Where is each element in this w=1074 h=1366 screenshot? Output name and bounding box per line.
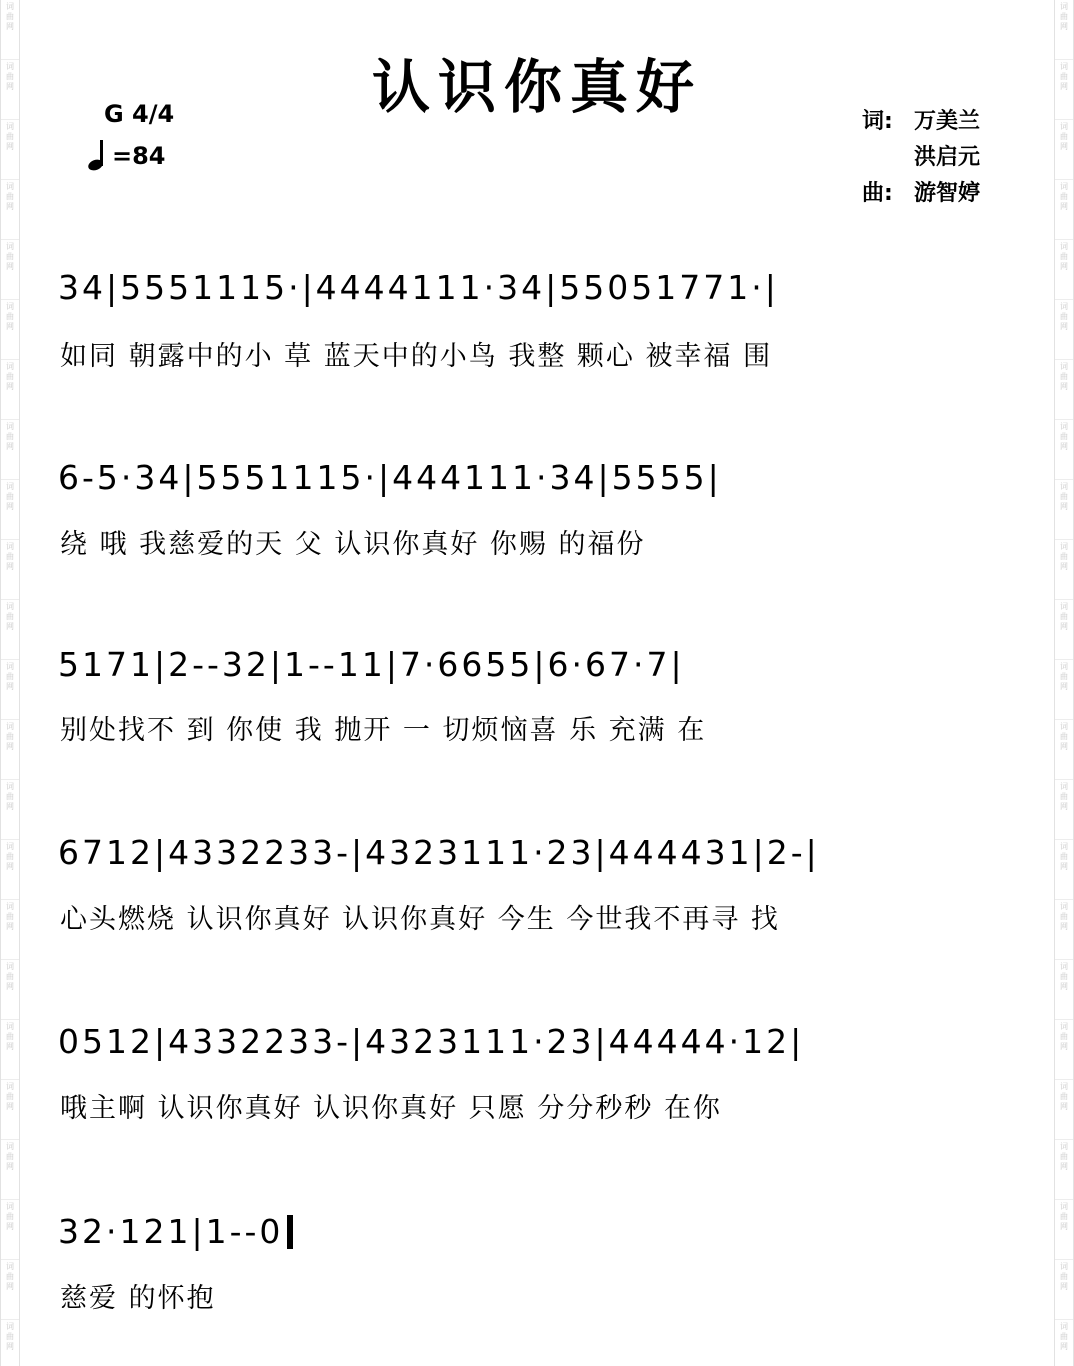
watermark-cell [1055, 420, 1073, 480]
watermark-cell [1, 240, 19, 300]
watermark-glyph: 网 [1060, 622, 1068, 631]
watermark-glyph: 词 [1060, 2, 1068, 11]
watermark-glyph: 网 [6, 922, 14, 931]
watermark-glyph: 曲 [6, 792, 14, 801]
watermark-glyph: 网 [1060, 682, 1068, 691]
watermark-glyph: 曲 [1060, 612, 1068, 621]
watermark-glyph: 曲 [1060, 1272, 1068, 1281]
watermark-glyph: 网 [1060, 1222, 1068, 1231]
watermark-glyph: 曲 [1060, 1092, 1068, 1101]
final-barline [287, 1215, 293, 1249]
watermark-glyph: 词 [1060, 1082, 1068, 1091]
watermark-glyph: 曲 [6, 1092, 14, 1101]
watermark-glyph: 曲 [1060, 732, 1068, 741]
lyric-line: 慈爱 的怀抱 [60, 1283, 216, 1314]
watermark-glyph: 曲 [1060, 852, 1068, 861]
watermark-glyph: 词 [6, 362, 14, 371]
watermark-glyph: 网 [6, 1102, 14, 1111]
watermark-glyph: 网 [1060, 862, 1068, 871]
watermark-glyph: 词 [6, 842, 14, 851]
watermark-cell [1, 660, 19, 720]
watermark-cell [1, 1140, 19, 1200]
lyric-line: 哦主啊 认识你真好 认识你真好 只愿 分分秒秒 在你 [60, 1093, 722, 1124]
watermark-glyph: 曲 [6, 432, 14, 441]
watermark-glyph: 词 [6, 542, 14, 551]
watermark-glyph: 网 [1060, 262, 1068, 271]
watermark-glyph: 曲 [1060, 1212, 1068, 1221]
watermark-glyph: 词 [1060, 302, 1068, 311]
watermark-glyph: 曲 [1060, 552, 1068, 561]
watermark-glyph: 曲 [1060, 132, 1068, 141]
watermark-strip-right [1054, 0, 1074, 1366]
watermark-glyph: 曲 [6, 132, 14, 141]
watermark-glyph: 网 [6, 502, 14, 511]
notation-line: 6-5·34|5551115·|444111·34|5555| [58, 458, 722, 497]
watermark-cell [1055, 360, 1073, 420]
notation-line: 0512|4332233-|4323111·23|44444·12| [58, 1022, 805, 1061]
watermark-glyph: 网 [6, 982, 14, 991]
watermark-glyph: 网 [6, 802, 14, 811]
watermark-glyph: 网 [6, 262, 14, 271]
watermark-glyph: 网 [6, 1342, 14, 1351]
watermark-cell [1, 420, 19, 480]
watermark-glyph: 网 [1060, 82, 1068, 91]
watermark-glyph: 曲 [1060, 972, 1068, 981]
watermark-glyph: 网 [1060, 802, 1068, 811]
watermark-glyph: 曲 [1060, 252, 1068, 261]
watermark-glyph: 网 [6, 1042, 14, 1051]
watermark-cell [1, 720, 19, 780]
watermark-glyph: 词 [6, 242, 14, 251]
watermark-glyph: 网 [1060, 1162, 1068, 1171]
lyric-line: 如同 朝露中的小 草 蓝天中的小鸟 我整 颗心 被幸福 围 [60, 341, 773, 372]
watermark-strip-left [0, 0, 20, 1366]
watermark-glyph: 网 [6, 442, 14, 451]
watermark-glyph: 网 [1060, 742, 1068, 751]
watermark-cell [1, 540, 19, 600]
watermark-glyph: 网 [1060, 1102, 1068, 1111]
watermark-cell [1055, 240, 1073, 300]
watermark-glyph: 词 [6, 1142, 14, 1151]
notation-line: 5171|2--32|1--11|7·6655|6·67·7| [58, 645, 685, 684]
watermark-glyph: 曲 [1060, 12, 1068, 21]
watermark-cell [1055, 1080, 1073, 1140]
watermark-glyph: 词 [6, 962, 14, 971]
watermark-glyph: 曲 [1060, 1332, 1068, 1341]
watermark-glyph: 词 [1060, 482, 1068, 491]
tempo-marking [88, 140, 166, 170]
watermark-glyph: 词 [1060, 182, 1068, 191]
watermark-glyph: 词 [1060, 602, 1068, 611]
watermark-glyph: 词 [1060, 422, 1068, 431]
watermark-glyph: 词 [1060, 1322, 1068, 1331]
watermark-cell [1, 600, 19, 660]
watermark-glyph: 网 [1060, 1042, 1068, 1051]
watermark-glyph: 曲 [6, 972, 14, 981]
watermark-glyph: 曲 [1060, 492, 1068, 501]
watermark-glyph: 曲 [6, 1152, 14, 1161]
watermark-glyph: 词 [1060, 1142, 1068, 1151]
watermark-glyph: 网 [6, 862, 14, 871]
watermark-glyph: 曲 [6, 312, 14, 321]
watermark-glyph: 词 [1060, 122, 1068, 131]
lyric-line: 别处找不 到 你使 我 抛开 一 切烦恼喜 乐 充满 在 [60, 715, 707, 746]
watermark-glyph: 词 [1060, 1022, 1068, 1031]
watermark-glyph: 词 [6, 902, 14, 911]
watermark-glyph: 词 [6, 662, 14, 671]
watermark-glyph: 词 [1060, 842, 1068, 851]
watermark-cell [1, 180, 19, 240]
watermark-glyph: 网 [1060, 142, 1068, 151]
watermark-glyph: 曲 [6, 12, 14, 21]
watermark-glyph: 曲 [6, 252, 14, 261]
lyric-line: 心头燃烧 认识你真好 认识你真好 今生 今世我不再寻 找 [60, 904, 780, 935]
watermark-glyph: 网 [1060, 202, 1068, 211]
watermark-cell [1055, 900, 1073, 960]
watermark-cell [1055, 480, 1073, 540]
watermark-glyph: 曲 [6, 492, 14, 501]
watermark-glyph: 曲 [6, 1332, 14, 1341]
watermark-glyph: 词 [6, 782, 14, 791]
watermark-glyph: 曲 [6, 72, 14, 81]
watermark-glyph: 网 [1060, 1342, 1068, 1351]
watermark-glyph: 词 [1060, 962, 1068, 971]
quarter-note-icon [88, 140, 106, 170]
watermark-glyph: 网 [1060, 562, 1068, 571]
watermark-glyph: 曲 [6, 372, 14, 381]
watermark-glyph: 曲 [6, 192, 14, 201]
watermark-glyph: 词 [6, 1322, 14, 1331]
watermark-glyph: 词 [6, 1202, 14, 1211]
watermark-glyph: 词 [6, 602, 14, 611]
watermark-glyph: 词 [6, 482, 14, 491]
watermark-glyph: 词 [6, 422, 14, 431]
watermark-glyph: 曲 [6, 912, 14, 921]
watermark-glyph: 网 [1060, 322, 1068, 331]
watermark-cell [1, 1020, 19, 1080]
watermark-cell [1, 1320, 19, 1366]
notation-text: 32·121|1--0 [58, 1212, 284, 1251]
watermark-glyph: 词 [1060, 1202, 1068, 1211]
watermark-glyph: 曲 [1060, 1032, 1068, 1041]
watermark-cell [1, 1200, 19, 1260]
watermark-glyph: 词 [6, 2, 14, 11]
watermark-glyph: 网 [6, 562, 14, 571]
watermark-glyph: 词 [1060, 902, 1068, 911]
watermark-glyph: 词 [1060, 542, 1068, 551]
watermark-cell [1055, 1140, 1073, 1200]
watermark-glyph: 词 [6, 62, 14, 71]
watermark-glyph: 网 [6, 742, 14, 751]
watermark-glyph: 网 [6, 202, 14, 211]
watermark-glyph: 网 [1060, 982, 1068, 991]
watermark-glyph: 网 [6, 382, 14, 391]
watermark-glyph: 词 [6, 722, 14, 731]
watermark-glyph: 曲 [6, 612, 14, 621]
watermark-glyph: 网 [1060, 22, 1068, 31]
watermark-cell [1055, 180, 1073, 240]
watermark-cell [1, 360, 19, 420]
watermark-glyph: 曲 [1060, 1152, 1068, 1161]
watermark-cell [1055, 300, 1073, 360]
composer-name: 游智婷 [914, 181, 981, 206]
watermark-cell [1055, 540, 1073, 600]
watermark-cell [1, 1260, 19, 1320]
watermark-glyph: 曲 [6, 1272, 14, 1281]
credits [862, 104, 980, 212]
watermark-glyph: 曲 [1060, 372, 1068, 381]
watermark-cell [1055, 1320, 1073, 1366]
watermark-glyph: 词 [6, 1082, 14, 1091]
watermark-glyph: 曲 [6, 672, 14, 681]
notation-line: 6712|4332233-|4323111·23|444431|2-| [58, 833, 820, 872]
watermark-glyph: 词 [6, 302, 14, 311]
watermark-cell [1055, 660, 1073, 720]
watermark-glyph: 网 [1060, 442, 1068, 451]
watermark-glyph: 曲 [6, 1032, 14, 1041]
watermark-glyph: 网 [6, 622, 14, 631]
watermark-glyph: 网 [6, 142, 14, 151]
watermark-glyph: 曲 [6, 1212, 14, 1221]
watermark-glyph: 词 [1060, 722, 1068, 731]
lyricist-label: 词: [862, 109, 893, 134]
watermark-glyph: 曲 [1060, 312, 1068, 321]
watermark-cell [1055, 780, 1073, 840]
watermark-cell [1, 780, 19, 840]
watermark-glyph: 词 [6, 1262, 14, 1271]
watermark-glyph: 曲 [1060, 72, 1068, 81]
watermark-cell [1055, 1200, 1073, 1260]
watermark-glyph: 词 [1060, 362, 1068, 371]
watermark-cell [1, 1080, 19, 1140]
tempo-value: =84 [112, 142, 166, 170]
watermark-glyph: 曲 [1060, 672, 1068, 681]
watermark-cell [1055, 120, 1073, 180]
watermark-glyph: 网 [6, 22, 14, 31]
watermark-cell [1, 480, 19, 540]
watermark-cell [1055, 1260, 1073, 1320]
watermark-glyph: 网 [6, 322, 14, 331]
watermark-cell [1055, 840, 1073, 900]
watermark-glyph: 曲 [1060, 432, 1068, 441]
notation-line [58, 1212, 293, 1251]
lyricist-name: 洪启元 [914, 145, 981, 170]
watermark-glyph: 网 [6, 1162, 14, 1171]
lyricist-name: 万美兰 [914, 109, 981, 134]
watermark-cell [1055, 960, 1073, 1020]
watermark-glyph: 曲 [6, 732, 14, 741]
watermark-glyph: 曲 [6, 852, 14, 861]
watermark-glyph: 网 [1060, 1282, 1068, 1291]
composer-label: 曲: [862, 181, 893, 206]
watermark-glyph: 网 [6, 1222, 14, 1231]
watermark-glyph: 网 [6, 1282, 14, 1291]
key-signature: G 4/4 [104, 100, 175, 128]
watermark-cell [1055, 720, 1073, 780]
watermark-glyph: 网 [1060, 382, 1068, 391]
watermark-cell [1, 900, 19, 960]
lyric-line: 绕 哦 我慈爱的天 父 认识你真好 你赐 的福份 [60, 529, 646, 560]
watermark-glyph: 曲 [6, 552, 14, 561]
watermark-glyph: 词 [1060, 782, 1068, 791]
watermark-glyph: 词 [6, 182, 14, 191]
watermark-glyph: 词 [1060, 62, 1068, 71]
watermark-cell [1, 960, 19, 1020]
watermark-glyph: 网 [1060, 502, 1068, 511]
watermark-glyph: 网 [1060, 922, 1068, 931]
watermark-glyph: 词 [1060, 1262, 1068, 1271]
watermark-glyph: 词 [6, 1022, 14, 1031]
watermark-cell [1055, 1020, 1073, 1080]
watermark-cell [1, 120, 19, 180]
watermark-glyph: 词 [1060, 242, 1068, 251]
watermark-glyph: 曲 [1060, 792, 1068, 801]
watermark-cell [1, 840, 19, 900]
notation-line: 34|5551115·|4444111·34|55051771·| [58, 268, 779, 307]
watermark-glyph: 网 [6, 682, 14, 691]
watermark-glyph: 词 [6, 122, 14, 131]
watermark-cell [1, 300, 19, 360]
watermark-cell [1055, 600, 1073, 660]
watermark-glyph: 曲 [1060, 912, 1068, 921]
song-title: 认识你真好 [371, 53, 702, 121]
watermark-glyph: 词 [1060, 662, 1068, 671]
watermark-glyph: 网 [6, 82, 14, 91]
watermark-glyph: 曲 [1060, 192, 1068, 201]
